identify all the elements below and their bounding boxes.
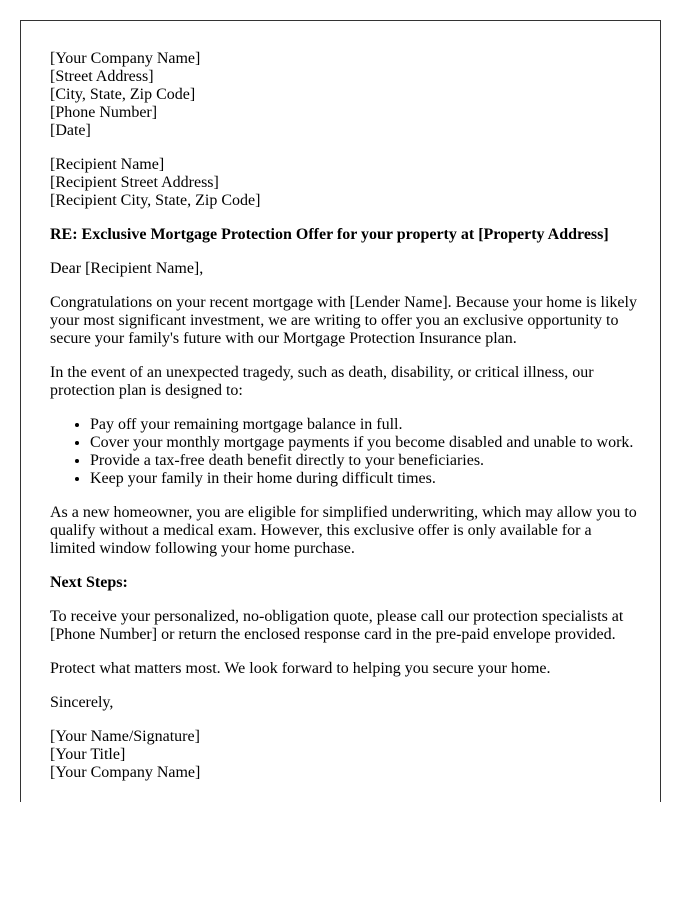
letter-page	[20, 20, 661, 802]
signature-company: [Your Company Name]	[50, 764, 201, 781]
salutation: Dear [Recipient Name],	[50, 260, 204, 277]
event-paragraph: In the event of an unexpected tragedy, such as death, disability, or critical illness, our protection plan is designed to:	[50, 364, 594, 399]
letter-date: [Date]	[50, 122, 91, 139]
intro-paragraph: Congratulations on your recent mortgage with [Lender Name]. Because your home is likely your most significant investment, we are writing to offer you an exclusive opportunity to secure your family's future with our Mortgage Protection Insurance plan.	[50, 294, 637, 347]
recipient-city-state-zip: [Recipient City, State, Zip Code]	[50, 192, 261, 209]
letter-content	[50, 50, 640, 798]
benefit-item: • Keep your family in their home during difficult times.	[90, 470, 640, 488]
signature-block	[50, 728, 640, 782]
sender-street-address: [Street Address]	[50, 68, 154, 85]
recipient-name: [Recipient Name]	[50, 156, 165, 173]
sender-city-state-zip: [City, State, Zip Code]	[50, 86, 196, 103]
closing-line-paragraph: Protect what matters most. We look forward to helping you secure your home.	[50, 660, 551, 677]
sender-phone: [Phone Number]	[50, 104, 158, 121]
next-steps-paragraph: To receive your personalized, no-obligation quote, please call our protection specialists at [Phone Number] or return the enclosed response card in the pre-paid envelope provided.	[50, 608, 624, 643]
signature-name: [Your Name/Signature]	[50, 728, 200, 745]
signature-title: [Your Title]	[50, 746, 126, 763]
eligibility-paragraph: As a new homeowner, you are eligible for simplified underwriting, which may allow you to qualify without a medical exam. However, this exclusive offer is only available for a limited window following your home purchase.	[50, 504, 637, 557]
sender-company-name: [Your Company Name]	[50, 50, 201, 67]
recipient-street-address: [Recipient Street Address]	[50, 174, 219, 191]
benefit-item: • Cover your monthly mortgage payments if you become disabled and unable to work.	[90, 434, 640, 452]
benefit-item: • Provide a tax-free death benefit directly to your beneficiaries.	[90, 452, 640, 470]
subject-line: RE: Exclusive Mortgage Protection Offer for your property at [Property Address]	[50, 226, 609, 243]
sender-address-block	[50, 50, 640, 140]
recipient-address-block	[50, 156, 640, 210]
next-steps-heading: Next Steps:	[50, 574, 128, 591]
closing-salutation: Sincerely,	[50, 694, 114, 711]
benefits-list	[50, 416, 640, 488]
benefit-item: • Pay off your remaining mortgage balance in full.	[90, 416, 640, 434]
